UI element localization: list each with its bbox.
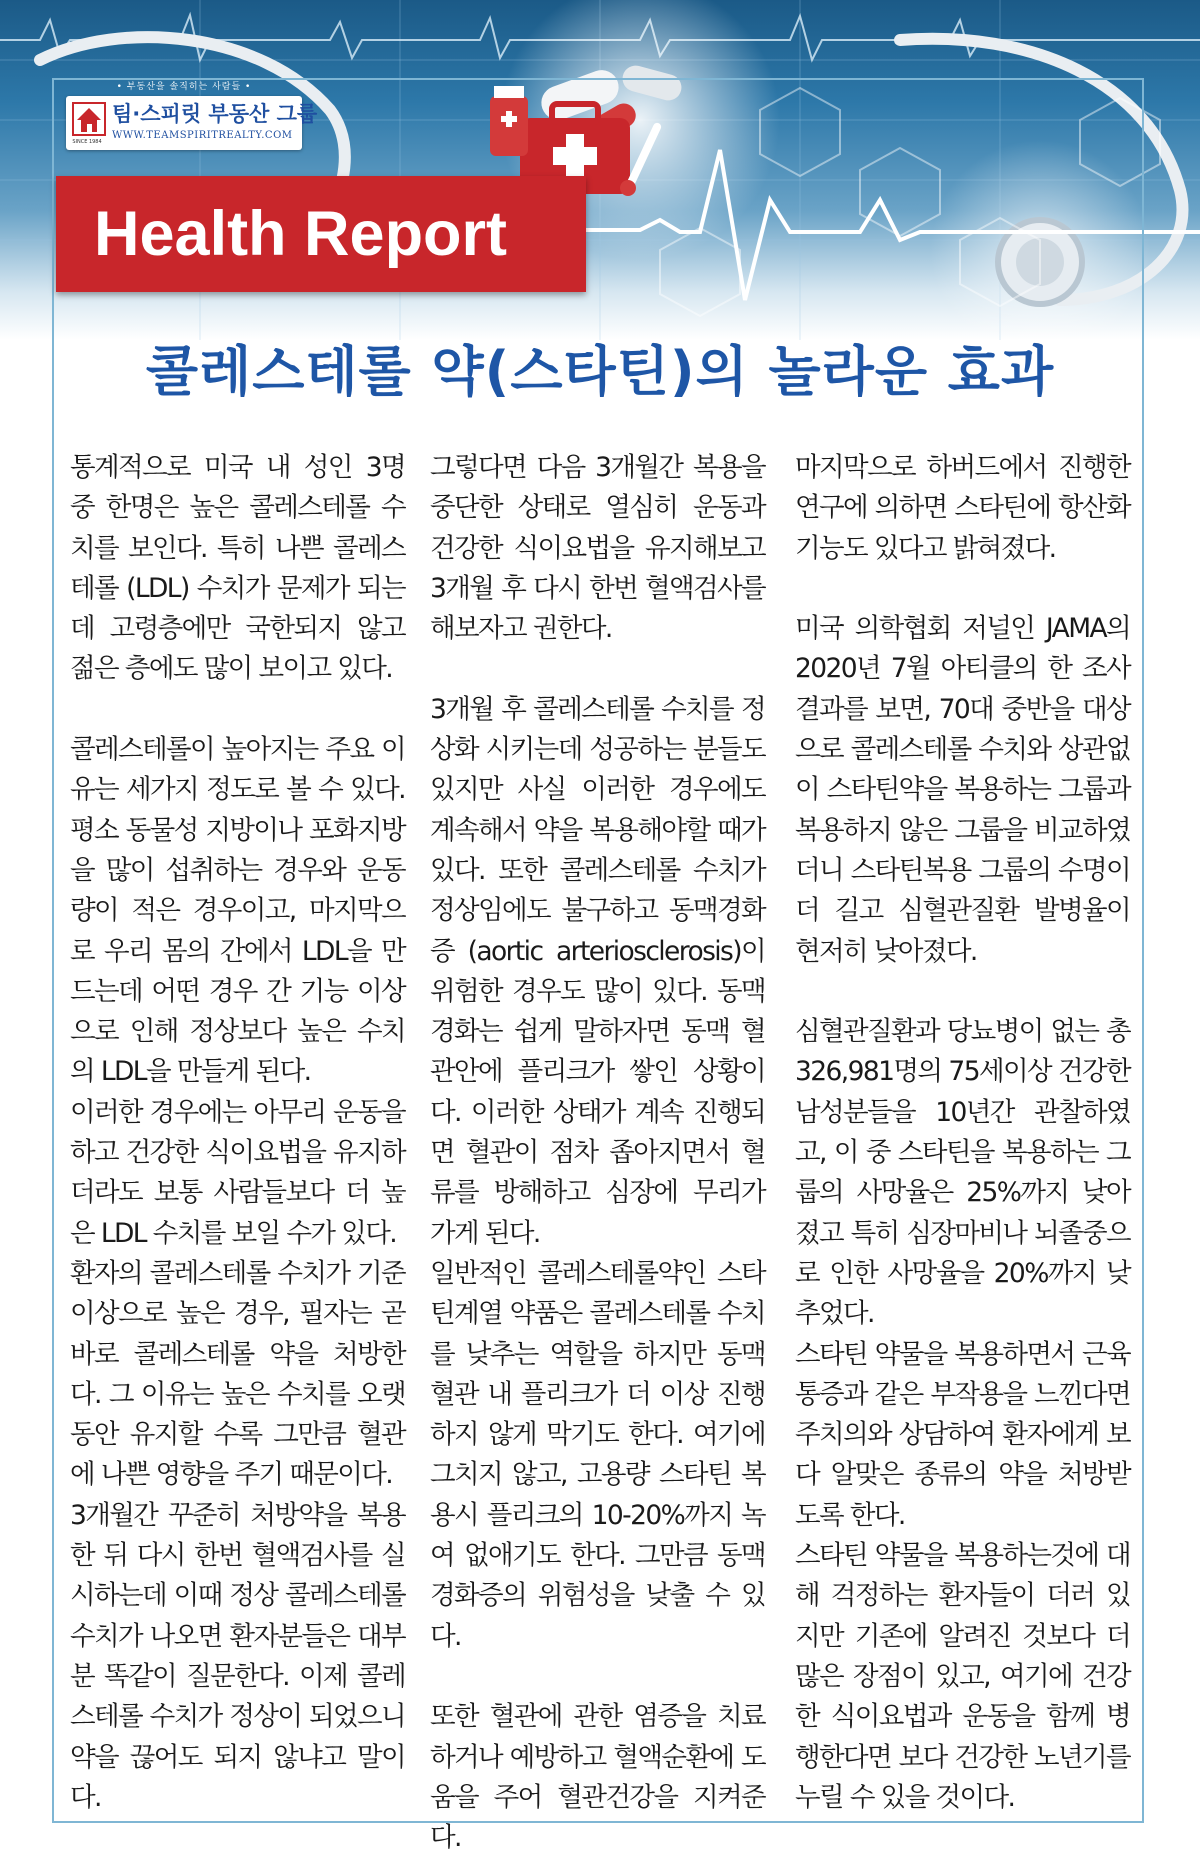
logo-company-name: 팀·스피릿 부동산 그룹	[112, 102, 318, 126]
paragraph: 콜레스테롤이 높아지는 주요 이유는 세가지 정도로 볼 수 있다. 평소 동물성 지방이나 포화지방을 많이 섭취하는 경우와 운동량이 적은 경우이고, 마지막으로 우리 몸의 간에서 LDL을 만드는데 어떤 경우 간 기능 이상으로 인해 정상보다 높은 수치의 LDL을 만들게 된다.	[70, 734, 405, 1088]
health-report-banner	[56, 176, 586, 292]
paragraph: 그렇다면 다음 3개월간 복용을 중단한 상태로 열심히 운동과 건강한 식이요법을 유지해보고 3개월 후 다시 한번 혈액검사를 해보자고 권한다.	[430, 452, 765, 645]
article-column-2	[430, 448, 765, 1858]
paragraph: 일반적인 콜레스테롤약인 스타틴계열 약품은 콜레스테롤 수치를 낮추는 역할을 하지만 동맥혈관 내 플리크가 더 이상 진행하지 않게 막기도 한다. 여기에 그치지 않고, 고용량 스타틴 복용시 플리크의 10-20%까지 녹여 없애기도 한다. 그만큼 동맥경화증의 위험성을 낮출 수 있다.	[430, 1257, 765, 1652]
paragraph: 환자의 콜레스테롤 수치가 기준 이상으로 높은 경우, 필자는 곧바로 콜레스테롤 약을 처방한다. 그 이유는 높은 수치를 오랫동안 유지할 수록 그만큼 혈관에 나쁜 영향을 주기 때문이다.	[70, 1257, 405, 1491]
logo-website-url: WWW.TEAMSPIRITREALTY.COM	[112, 130, 293, 141]
article-column-3	[795, 448, 1130, 1818]
logo-since: SINCE 1984	[72, 139, 102, 145]
paragraph: 스타틴 약물을 복용하는것에 대해 걱정하는 환자들이 더러 있지만 기존에 알려진 것보다 더 많은 장점이 있고, 여기에 건강한 식이요법과 운동을 함께 병행한다면 보다 건강한 노년기를 누릴 수 있을 것이다.	[795, 1540, 1130, 1813]
paragraph: 미국 의학협회 저널인 JAMA의 2020년 7월 아티클의 한 조사결과를 보면, 70대 중반을 대상으로 콜레스테롤 수치와 상관없이 스타틴약을 복용하는 그룹과 복용하지 않은 그룹을 비교하였더니 스타틴복용 그룹의 수명이 더 길고 심혈관질환 발병율이 현저히 낮아졌다.	[795, 613, 1130, 967]
paragraph: 3개월간 꾸준히 처방약을 복용한 뒤 다시 한번 혈액검사를 실시하는데 이때 정상 콜레스테롤 수치가 나오면 환자분들은 대부분 똑같이 질문한다. 이제 콜레스테롤 수치가 정상이 되었으니 약을 끊어도 되지 않냐고 말이다.	[70, 1499, 405, 1813]
company-logo	[66, 82, 318, 150]
paragraph: 통계적으로 미국 내 성인 3명 중 한명은 높은 콜레스테롤 수치를 보인다. 특히 나쁜 콜레스테롤 (LDL) 수치가 문제가 되는데 고령층에만 국한되지 않고 젊은 층에도 많이 보이고 있다.	[70, 452, 405, 685]
article-column-1	[70, 448, 405, 1818]
paragraph: 이러한 경우에는 아무리 운동을 하고 건강한 식이요법을 유지하더라도 보통 사람들보다 더 높은 LDL 수치를 보일 수가 있다.	[70, 1096, 405, 1249]
paragraph: 3개월 후 콜레스테롤 수치를 정상화 시키는데 성공하는 분들도 있지만 사실 이러한 경우에도 계속해서 약을 복용해야할 때가 있다. 또한 콜레스테롤 수치가 정상임에도 불구하고 동맥경화증 (aortic arteriosclerosis)이 위험한 경우도 많이 있다. 동맥경화는 쉽게 말하자면 동맥 혈관안에 플리크가 쌓인 상황이다. 이러한 상태가 계속 진행되면 혈관이 점차 좁아지면서 혈류를 방해하고 심장에 무리가 가게 된다.	[430, 693, 765, 1249]
article-title: 콜레스테롤 약(스타틴)의 놀라운 효과	[145, 340, 1055, 403]
logo-tagline: • 부동산을 솔직히는 사람들 •	[116, 82, 252, 92]
paragraph: 마지막으로 하버드에서 진행한 연구에 의하면 스타틴에 항산화 기능도 있다고 밝혀졌다.	[795, 452, 1130, 564]
paragraph: 심혈관질환과 당뇨병이 없는 총 326,981명의 75세이상 건강한 남성분들을 10년간 관찰하였고, 이 중 스타틴을 복용하는 그룹의 사망율은 25%까지 낮아졌고 특히 심장마비나 뇌졸중으로 인한 사망율을 20%까지 낮추었다.	[795, 1016, 1130, 1330]
house-logo-icon	[72, 102, 106, 136]
paragraph: 또한 혈관에 관한 염증을 치료하거나 예방하고 혈액순환에 도움을 주어 혈관건강을 지켜준다.	[430, 1701, 765, 1854]
paragraph: 스타틴 약물을 복용하면서 근육통증과 같은 부작용을 느낀다면 주치의와 상담하여 환자에게 보다 알맞은 종류의 약을 처방받도록 한다.	[795, 1338, 1130, 1531]
banner-title: Health Report	[94, 199, 508, 269]
